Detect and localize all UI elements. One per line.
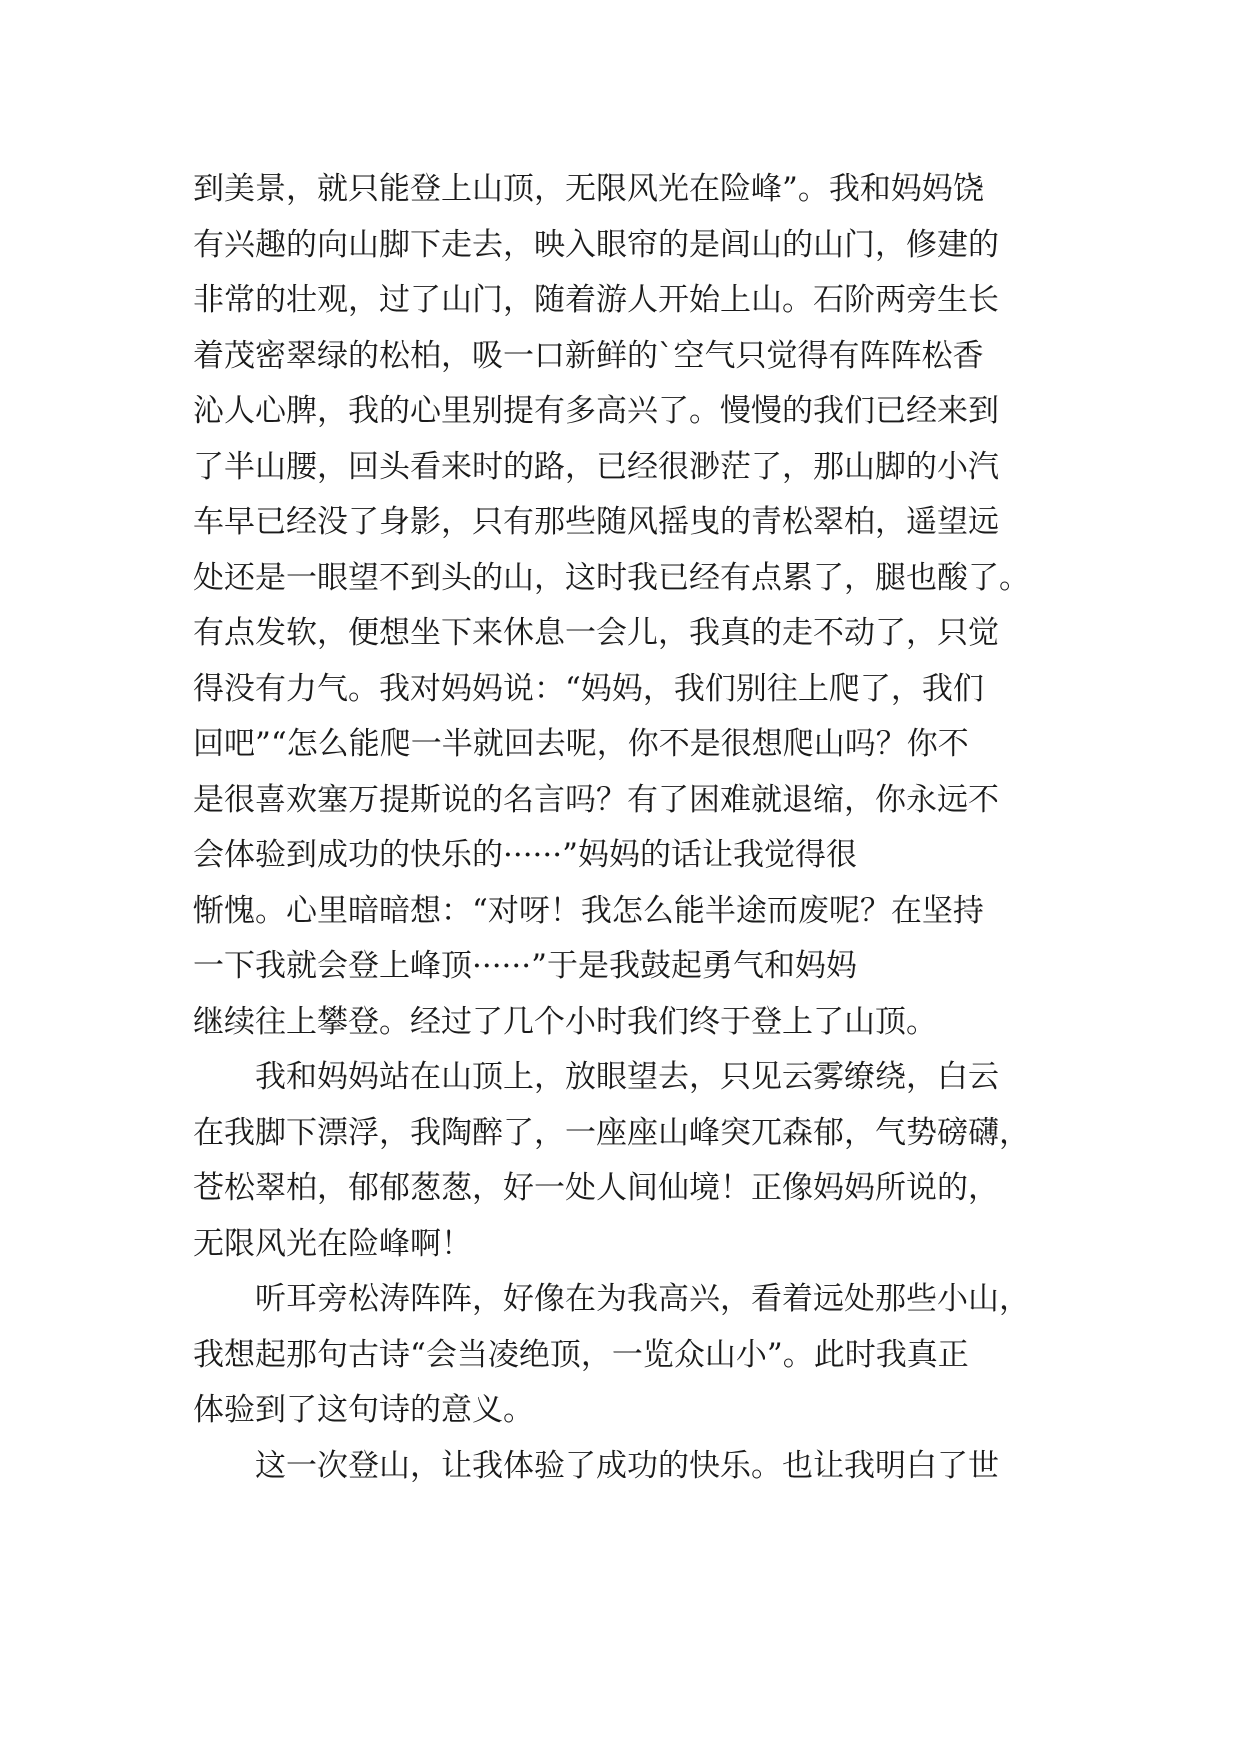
text-line: 得没有力气。我对妈妈说：“妈妈，我们别往上爬了，我们 — [193, 670, 984, 707]
text-line: 非常的壮观，过了山门，随着游人开始上山。石阶两旁生长 — [193, 282, 999, 318]
text-line: 回吧”“怎么能爬一半就回去呢，你不是很想爬山吗？你不 — [193, 726, 969, 762]
text-line: 有点发软，便想坐下来休息一会儿，我真的走不动了，只觉 — [193, 615, 999, 651]
text-line: 会体验到成功的快乐的······”妈妈的话让我觉得很 — [193, 837, 857, 873]
text-line: 继续往上攀登。经过了几个小时我们终于登上了山顶。 — [193, 1003, 937, 1040]
text-line: 沁人心脾，我的心里别提有多高兴了。慢慢的我们已经来到 — [193, 393, 999, 429]
text-line: 处还是一眼望不到头的山，这时我已经有点累了，腿也酸了。 — [193, 559, 1030, 596]
text-line: 我想起那句古诗“会当凌绝顶，一览众山小”。此时我真正 — [193, 1336, 969, 1373]
text-line: 到美景，就只能登上山顶，无限风光在险峰”。我和妈妈饶 — [193, 171, 984, 207]
text-line: 体验到了这句诗的意义。 — [193, 1392, 534, 1428]
body-text — [193, 162, 1053, 1494]
paragraph-first-line: 这一次登山，让我体验了成功的快乐。也让我明白了世 — [255, 1447, 999, 1484]
text-line: 了半山腰，回头看来时的路，已经很渺茫了，那山脚的小汽 — [193, 448, 999, 485]
text-line: 无限风光在险峰啊！ — [193, 1225, 472, 1262]
text-line: 车早已经没了身影，只有那些随风摇曳的青松翠柏，遥望远 — [193, 504, 999, 540]
text-line: 是很喜欢塞万提斯说的名言吗？有了困难就退缩，你永远不 — [193, 781, 999, 818]
text-line: 有兴趣的向山脚下走去，映入眼帘的是闾山的山门，修建的 — [193, 226, 999, 263]
text-line: 苍松翠柏，郁郁葱葱，好一处人间仙境！正像妈妈所说的， — [193, 1170, 999, 1206]
text-line: 在我脚下漂浮，我陶醉了，一座座山峰突兀森郁，气势磅礴， — [193, 1114, 1030, 1151]
paragraph-first-line: 听耳旁松涛阵阵，好像在为我高兴，看着远处那些小山， — [255, 1281, 1030, 1317]
text-line: 一下我就会登上峰顶······”于是我鼓起勇气和妈妈 — [193, 948, 857, 984]
text-line: 着茂密翠绿的松柏，吸一口新鲜的`空气只觉得有阵阵松香 — [193, 337, 984, 374]
paragraph-first-line: 我和妈妈站在山顶上，放眼望去，只见云雾缭绕，白云 — [255, 1059, 999, 1095]
text-line: 惭愧。心里暗暗想：“对呀！我怎么能半途而废呢？在坚持 — [193, 892, 984, 929]
